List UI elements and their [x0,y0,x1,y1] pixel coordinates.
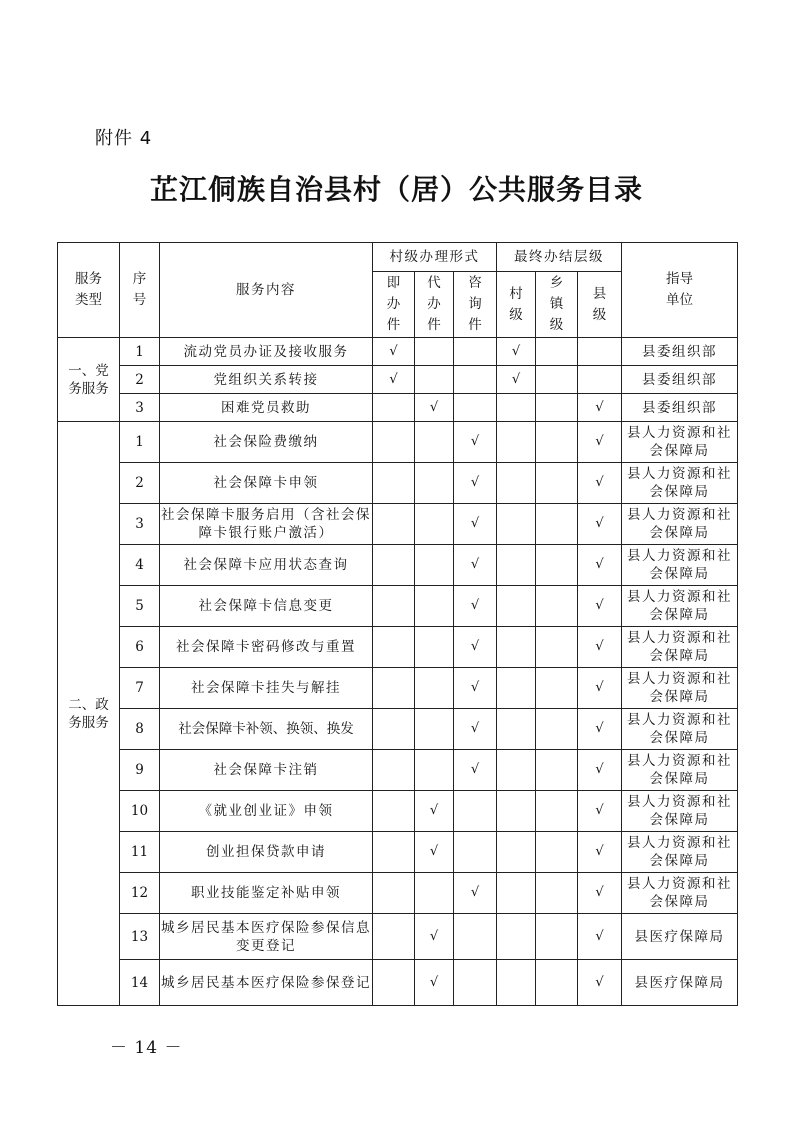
check-mark: √ [578,463,622,504]
check-mark: √ [373,338,415,366]
page-number: － 14 － [110,1038,183,1058]
table-row [58,366,738,394]
check-mark: √ [578,960,622,1006]
table-row [58,338,738,366]
table-row [58,422,738,463]
row-number: 12 [120,873,160,914]
check-mark: √ [578,504,622,545]
check-mark: √ [578,750,622,791]
service-catalog-table [57,242,738,1006]
check-mark: √ [415,914,454,960]
group-party: 一、党务服务 [58,338,120,422]
row-content: 社会保障卡服务启用（含社会保障卡银行账户激活） [160,504,373,545]
table-row [58,627,738,668]
table-row [58,960,738,1006]
row-number: 3 [120,394,160,422]
attachment-label: 附件 4 [95,128,153,149]
row-content: 社会保障卡挂失与解挂 [160,668,373,709]
table-row [58,463,738,504]
row-number: 2 [120,366,160,394]
row-content: 困难党员救助 [160,394,373,422]
header-final-level: 最终办结层级 [497,243,622,272]
row-unit: 县人力资源和社会保障局 [622,873,738,914]
header-town-level: 乡镇级 [536,272,578,338]
row-unit: 县人力资源和社会保障局 [622,709,738,750]
row-content: 职业技能鉴定补贴申领 [160,873,373,914]
check-mark: √ [578,627,622,668]
row-content: 社会保障卡密码修改与重置 [160,627,373,668]
check-mark: √ [415,791,454,832]
check-mark: √ [373,366,415,394]
table-row [58,545,738,586]
check-mark: √ [454,504,497,545]
check-mark: √ [497,338,536,366]
row-number: 8 [120,709,160,750]
check-mark: √ [578,545,622,586]
row-unit: 县人力资源和社会保障局 [622,750,738,791]
table-row [58,586,738,627]
row-unit: 县人力资源和社会保障局 [622,832,738,873]
row-number: 13 [120,914,160,960]
row-number: 9 [120,750,160,791]
row-unit: 县人力资源和社会保障局 [622,791,738,832]
header-village-level: 村级 [497,272,536,338]
check-mark: √ [454,709,497,750]
row-content: 《就业创业证》申领 [160,791,373,832]
row-unit: 县人力资源和社会保障局 [622,586,738,627]
check-mark: √ [454,586,497,627]
row-content: 社会保险费缴纳 [160,422,373,463]
row-content: 流动党员办证及接收服务 [160,338,373,366]
row-unit: 县人力资源和社会保障局 [622,422,738,463]
table-row [58,791,738,832]
row-number: 1 [120,422,160,463]
header-content: 服务内容 [160,243,373,338]
check-mark: √ [454,422,497,463]
row-number: 3 [120,504,160,545]
row-content: 党组织关系转接 [160,366,373,394]
row-unit: 县人力资源和社会保障局 [622,545,738,586]
row-unit: 县人力资源和社会保障局 [622,668,738,709]
row-unit: 县人力资源和社会保障局 [622,463,738,504]
row-number: 5 [120,586,160,627]
header-guide-unit: 指导单位 [622,243,738,338]
row-unit: 县委组织部 [622,366,738,394]
row-unit: 县委组织部 [622,338,738,366]
check-mark: √ [578,832,622,873]
group-gov: 二、政务服务 [58,422,120,1006]
check-mark: √ [578,914,622,960]
row-number: 11 [120,832,160,873]
check-mark: √ [415,832,454,873]
row-number: 6 [120,627,160,668]
row-unit: 县人力资源和社会保障局 [622,627,738,668]
check-mark: √ [454,873,497,914]
table-row [58,668,738,709]
check-mark: √ [578,394,622,422]
table-row [58,750,738,791]
check-mark: √ [578,791,622,832]
row-content: 创业担保贷款申请 [160,832,373,873]
table-row [58,504,738,545]
check-mark: √ [578,709,622,750]
header-proxy: 代办件 [415,272,454,338]
check-mark: √ [578,873,622,914]
row-content: 社会保障卡注销 [160,750,373,791]
check-mark: √ [454,750,497,791]
check-mark: √ [454,627,497,668]
check-mark: √ [415,960,454,1006]
page-title: 芷江侗族自治县村（居）公共服务目录 [149,173,643,206]
header-consult: 咨询件 [454,272,497,338]
row-unit: 县委组织部 [622,394,738,422]
row-content: 社会保障卡申领 [160,463,373,504]
check-mark: √ [578,668,622,709]
check-mark: √ [454,545,497,586]
row-number: 2 [120,463,160,504]
check-mark: √ [578,586,622,627]
header-service-type: 服务类型 [58,243,120,338]
check-mark: √ [497,366,536,394]
table-row [58,394,738,422]
row-content: 城乡居民基本医疗保险参保登记 [160,960,373,1006]
row-number: 1 [120,338,160,366]
row-unit: 县人力资源和社会保障局 [622,504,738,545]
row-number: 10 [120,791,160,832]
row-content: 城乡居民基本医疗保险参保信息变更登记 [160,914,373,960]
row-unit: 县医疗保障局 [622,960,738,1006]
table-row [58,873,738,914]
check-mark: √ [578,422,622,463]
check-mark: √ [454,668,497,709]
row-content: 社会保障卡补领、换领、换发 [160,709,373,750]
table-row [58,832,738,873]
row-number: 7 [120,668,160,709]
row-content: 社会保障卡应用状态查询 [160,545,373,586]
check-mark: √ [454,463,497,504]
header-seq-no: 序号 [120,243,160,338]
check-mark: √ [415,394,454,422]
header-county-level: 县级 [578,272,622,338]
row-unit: 县医疗保障局 [622,914,738,960]
table-row [58,709,738,750]
table-row [58,914,738,960]
header-instant: 即办件 [373,272,415,338]
row-content: 社会保障卡信息变更 [160,586,373,627]
row-number: 4 [120,545,160,586]
header-village-form: 村级办理形式 [373,243,497,272]
row-number: 14 [120,960,160,1006]
